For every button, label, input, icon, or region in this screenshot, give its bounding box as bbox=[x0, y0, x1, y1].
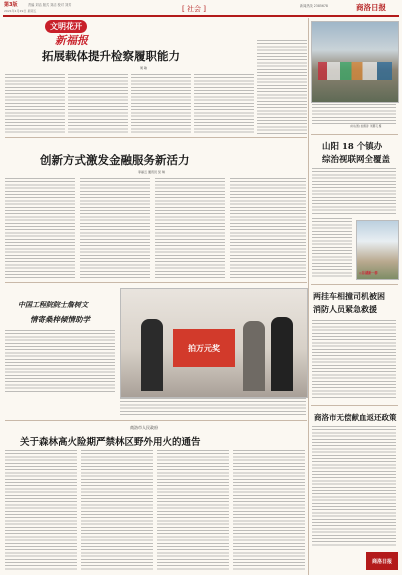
article-5-headline-1: 两挂车相撞司机被困 bbox=[313, 291, 385, 301]
date-line: 2021年1月29日 星期五 bbox=[4, 9, 37, 13]
article-3-headline-1: 中国工程院院士詹树文 bbox=[18, 300, 88, 309]
editor-info: 责编 刘洁 版式 刘洁 校对 刘芳 bbox=[28, 3, 72, 7]
article-3-body bbox=[5, 330, 115, 394]
person-1 bbox=[141, 319, 163, 391]
article-7-kicker: 商洛市人民政府 bbox=[130, 425, 158, 430]
column-divider bbox=[308, 18, 309, 575]
article-2-col-1 bbox=[5, 178, 75, 278]
article-2-headline: 创新方式激发金融服务新活力 bbox=[40, 153, 190, 167]
article-1-col-1 bbox=[5, 74, 65, 134]
section-banner bbox=[45, 18, 105, 48]
article-5-headline-2: 消防人员紧急救援 bbox=[313, 304, 377, 314]
bridge-photo bbox=[356, 220, 399, 280]
hotline: 新闻热线 2385678 bbox=[300, 4, 328, 8]
article-7-col-3 bbox=[157, 450, 229, 570]
bridge-photo-caption: ◎东湖新一桥 bbox=[359, 271, 378, 275]
article-1-col-5 bbox=[257, 40, 307, 134]
section-title-text: 社会 bbox=[186, 5, 201, 13]
section-title: [ 社会 ] bbox=[182, 5, 206, 13]
photo-crowd bbox=[318, 62, 392, 80]
article-7-headline: 关于森林高火险期严禁林区野外用火的通告 bbox=[20, 437, 201, 448]
article-6-body bbox=[312, 426, 396, 546]
article-1-col-2 bbox=[68, 74, 128, 134]
article-1-headline: 拓展载体提升检察履职能力 bbox=[42, 49, 180, 63]
person-2 bbox=[243, 321, 265, 391]
article-2-col-2 bbox=[80, 178, 150, 278]
donation-photo-caption bbox=[120, 398, 306, 416]
banner-title: 文明花开 bbox=[45, 20, 87, 33]
article-4-headline-2: 综治视联网全覆盖 bbox=[322, 155, 391, 165]
article-1-col-3 bbox=[131, 74, 191, 134]
article-7-col-1 bbox=[5, 450, 77, 570]
article-2-col-4 bbox=[230, 178, 306, 278]
article-4-body-2 bbox=[312, 218, 352, 278]
banner-subtitle: 新福报 bbox=[55, 34, 88, 47]
donation-board: 拍万元奖 bbox=[173, 329, 235, 367]
rule-3 bbox=[5, 420, 307, 421]
article-1-col-4 bbox=[194, 74, 254, 134]
article-2-byline: 李丽云 通讯员 吴 琪 bbox=[138, 170, 165, 174]
article-7-col-2 bbox=[81, 450, 153, 570]
article-1-byline: 周 敏 bbox=[140, 66, 147, 70]
page-number: 第3版 bbox=[4, 2, 18, 8]
person-3 bbox=[271, 317, 293, 391]
article-7-col-4 bbox=[233, 450, 305, 570]
article-4-headline: 山阳 18 个镇办 bbox=[322, 142, 383, 152]
donation-photo bbox=[120, 288, 308, 398]
right-photo-caption-body bbox=[312, 104, 396, 124]
footer-logo: 商洛日报 bbox=[366, 552, 398, 570]
article-4-body bbox=[312, 168, 396, 216]
article-3-headline-2: 情寄桑梓倾情助学 bbox=[30, 315, 90, 324]
community-photo bbox=[311, 21, 399, 103]
article-5-body bbox=[312, 320, 396, 400]
right-photo-caption: (如右图) 拍摄者: 周鹏飞 摄 bbox=[350, 125, 382, 128]
rule-r2 bbox=[311, 284, 398, 285]
rule-r1 bbox=[311, 134, 398, 135]
rule-2 bbox=[5, 282, 307, 283]
header-rule bbox=[3, 15, 399, 17]
article-6-headline: 商洛市无偿献血返还政策 bbox=[314, 413, 397, 422]
article-2-col-3 bbox=[155, 178, 225, 278]
masthead-logo: 商洛日报 bbox=[356, 3, 386, 12]
rule-1 bbox=[5, 137, 307, 138]
rule-r3 bbox=[311, 405, 398, 406]
